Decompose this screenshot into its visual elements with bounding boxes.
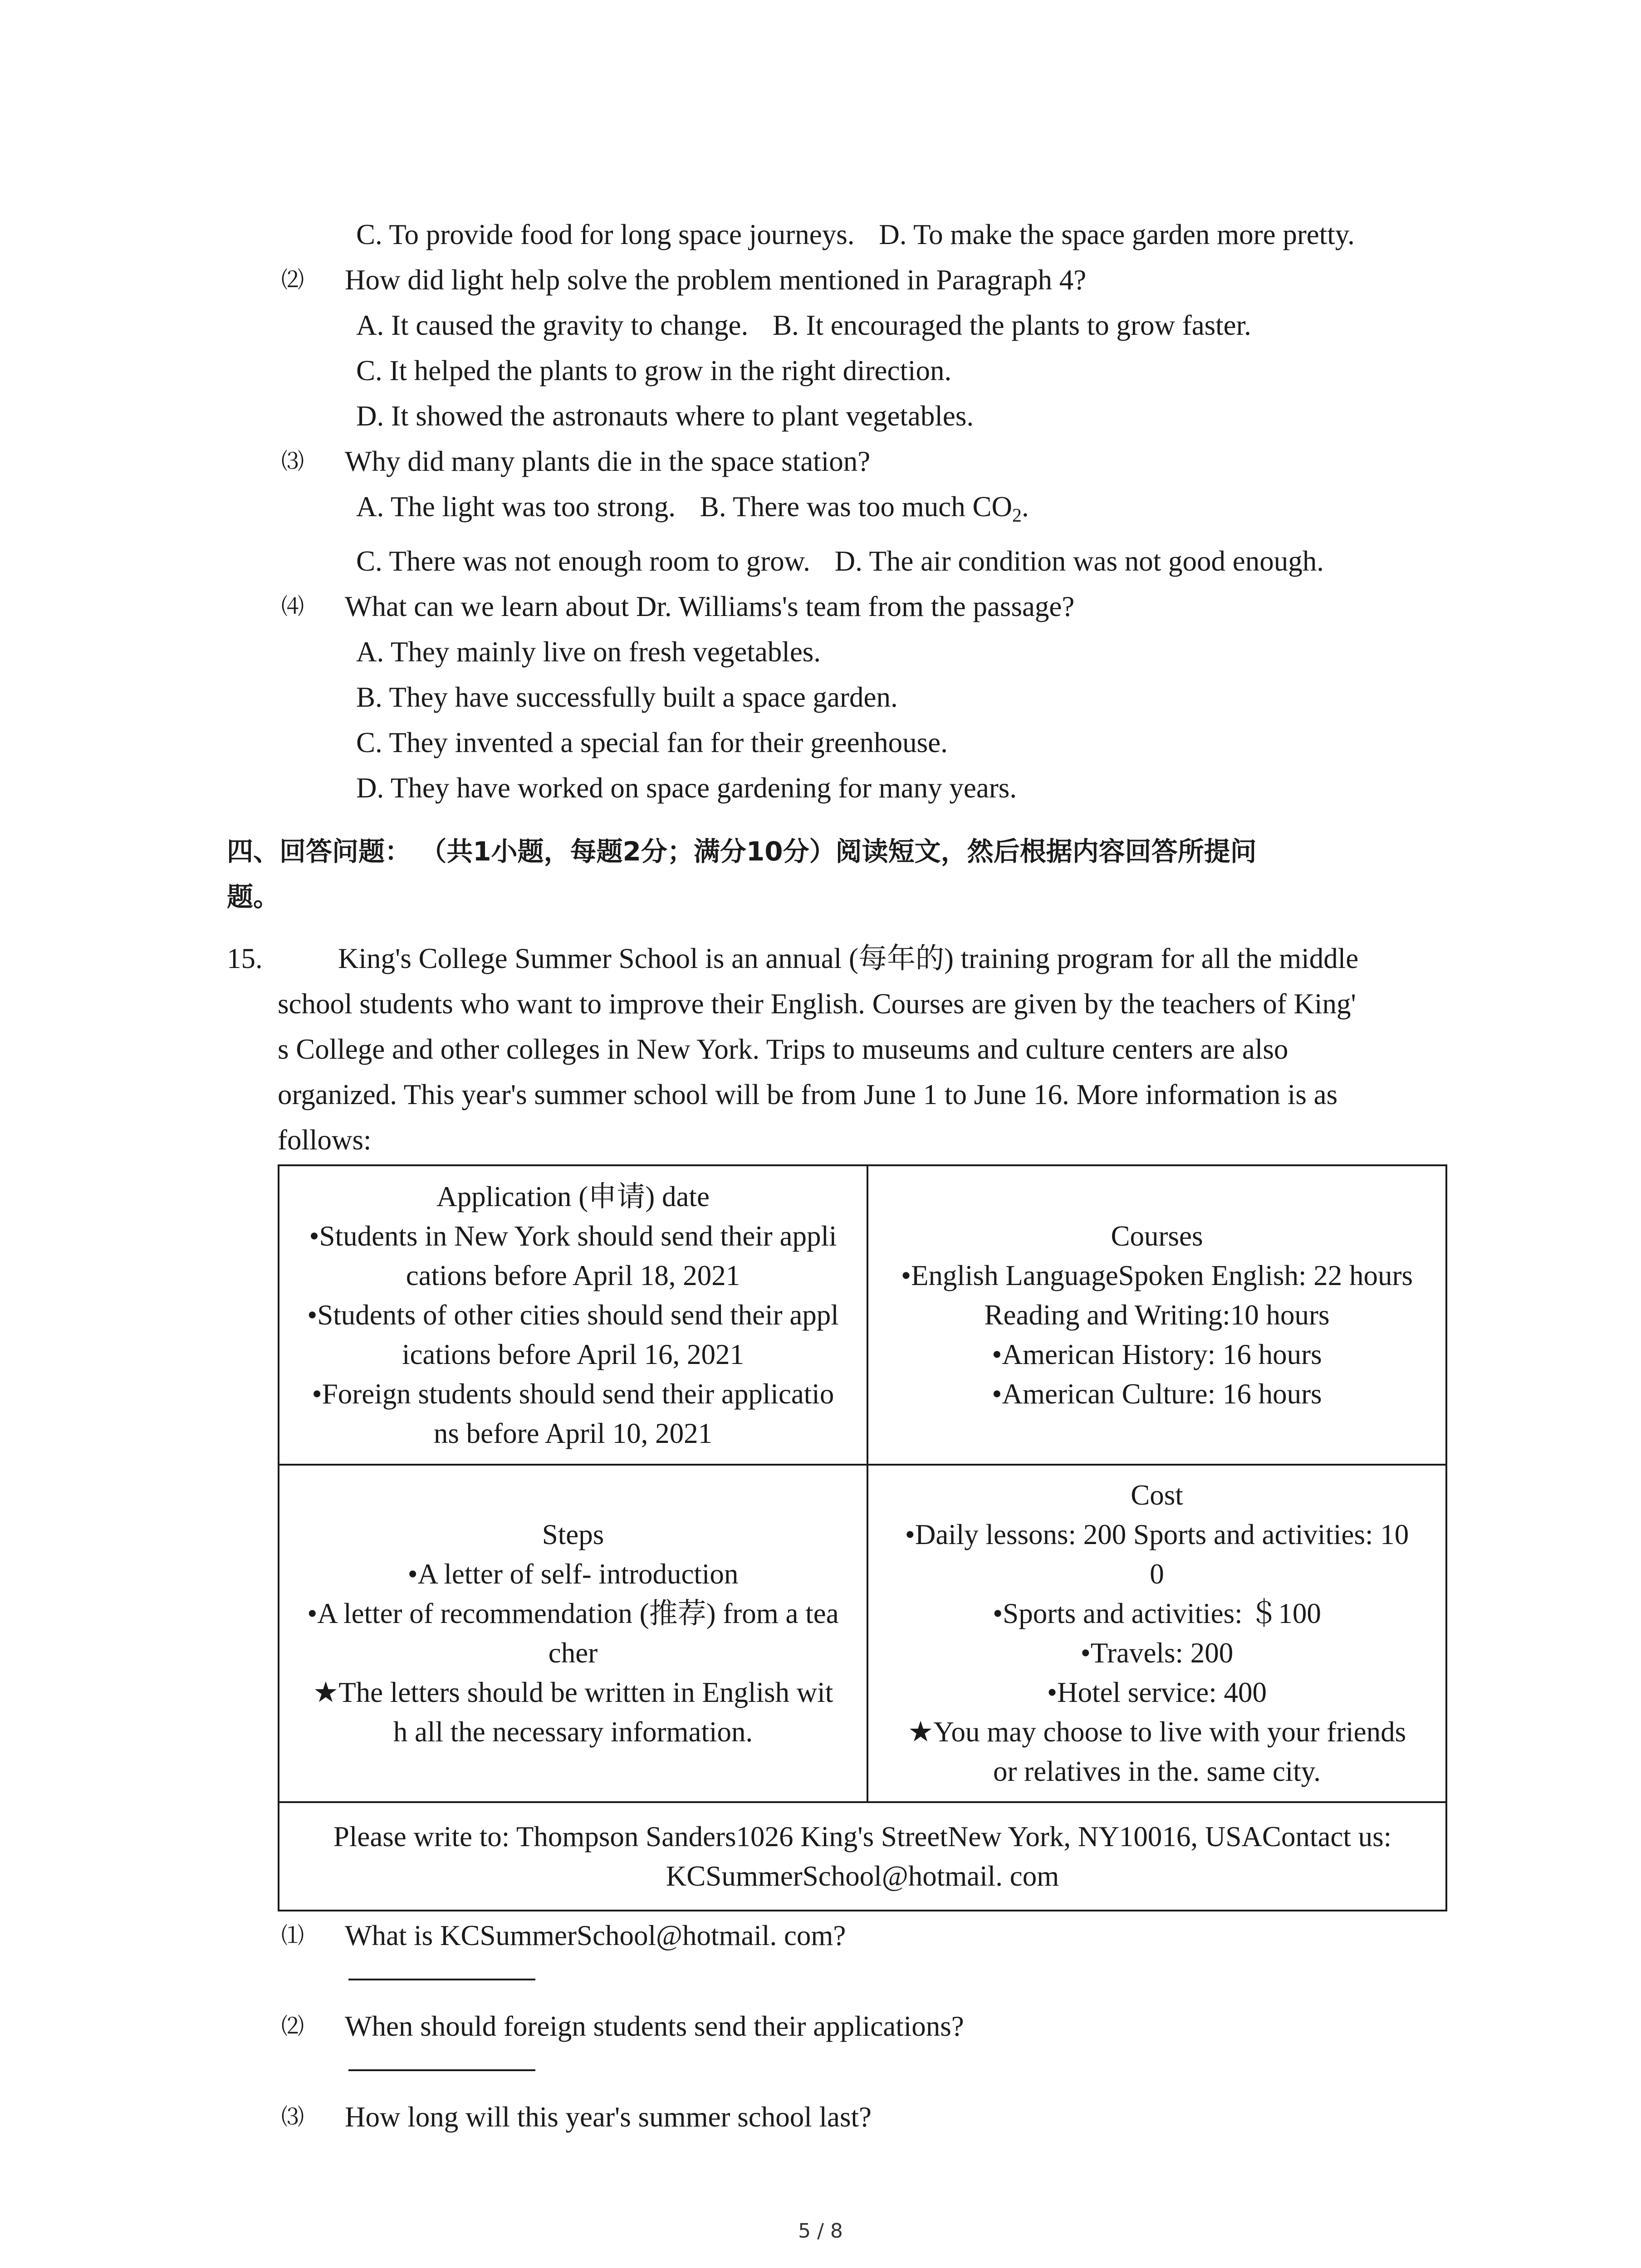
question-number: ⑷ (281, 594, 304, 619)
cell-line: •Sports and activities: ＄100 (993, 1598, 1321, 1629)
passage-line: organized. This year's summer school will be from June 1 to June 16. More information is as (278, 1079, 1338, 1110)
option-c: C. To provide food for long space journeys. (356, 219, 855, 250)
cell-line: •American History: 16 hours (992, 1338, 1322, 1370)
q14-1-options-cd (356, 216, 1355, 253)
cell-heading: Cost (1131, 1479, 1183, 1511)
cell-line: h all the necessary information. (393, 1716, 753, 1748)
option-c: C. There was not enough room to grow. (356, 545, 810, 577)
cell-line: •Daily lessons: 200 Sports and activities: 10 (905, 1519, 1409, 1550)
section-heading-cont: 题。 (227, 881, 280, 912)
option-d: D. The air condition was not good enough. (834, 545, 1324, 577)
cell-line: cher (548, 1637, 598, 1669)
cell-line: ns before April 10, 2021 (433, 1417, 713, 1449)
question-number: ⑴ (281, 1923, 304, 1948)
passage-line: s College and other colleges in New York. Trips to museums and culture centers are also (278, 1033, 1288, 1065)
option-b-end: . (1022, 491, 1029, 523)
option-a: A. They mainly live on fresh vegetables. (356, 636, 821, 668)
info-table (278, 1164, 1447, 1911)
option-d: D. It showed the astronauts where to plant vegetables. (356, 400, 974, 432)
options-cd (356, 543, 1324, 579)
passage-line: follows: (278, 1124, 372, 1156)
question-number: ⑵ (281, 267, 304, 293)
option-b (700, 491, 1029, 526)
passage-line: school students who want to improve their English. Courses are given by the teachers of King' (278, 988, 1356, 1020)
cell-line: •A letter of recommendation (推荐) from a tea (307, 1598, 839, 1629)
option-a: A. The light was too strong. (356, 491, 676, 523)
question-text: When should foreign students send their applications? (345, 2010, 964, 2042)
cell-line: ications before April 16, 2021 (402, 1338, 745, 1370)
subscript: 2 (1012, 505, 1022, 526)
option-b: B. It encouraged the plants to grow faster. (772, 309, 1251, 341)
question-text: How did light help solve the problem mentioned in Paragraph 4? (345, 264, 1087, 296)
option-c: C. They invented a special fan for their greenhouse. (356, 727, 948, 758)
cell-heading: Courses (1111, 1220, 1203, 1252)
question-text: What is KCSummerSchool@hotmail. com? (345, 1920, 846, 1951)
answer-blank[interactable] (348, 1979, 535, 1980)
option-d: D. To make the space garden more pretty. (879, 219, 1355, 250)
cell-heading: Application (申请) date (436, 1180, 710, 1212)
cell-line: •Hotel service: 400 (1047, 1677, 1267, 1708)
answer-blank[interactable] (348, 2069, 535, 2071)
question-text: What can we learn about Dr. Williams's team from the passage? (345, 591, 1075, 622)
passage-line: King's College Summer School is an annual (每年的) training program for all the middle (338, 943, 1359, 974)
cell-line: ★The letters should be written in English wit (313, 1677, 833, 1708)
option-b-text: B. There was too much CO (700, 491, 1013, 523)
option-d: D. They have worked on space gardening for many years. (356, 772, 1017, 804)
cell-line: Please write to: Thompson Sanders1026 King's StreetNew York, NY10016, USAContact us: (333, 1820, 1392, 1853)
question-number: ⑶ (281, 449, 304, 474)
cell-line: •Travels: 200 (1080, 1637, 1234, 1669)
cell-line: •Foreign students should send their applicatio (312, 1378, 834, 1410)
cell-line: or relatives in the. same city. (993, 1755, 1321, 1787)
cell-line: •American Culture: 16 hours (992, 1378, 1322, 1410)
cell-line: •English LanguageSpoken English: 22 hours (901, 1259, 1413, 1291)
contact-cell (279, 1802, 1446, 1911)
question-number: ⑵ (281, 2014, 304, 2039)
options-ab (356, 489, 1029, 534)
page-number: 5 / 8 (798, 2219, 843, 2243)
cell-line: Reading and Writing:10 hours (984, 1299, 1330, 1331)
question-number: ⑶ (281, 2104, 304, 2130)
courses-cell (867, 1165, 1446, 1465)
question-text: How long will this year's summer school last? (345, 2101, 872, 2133)
cell-line: KCSummerSchool@hotmail. com (666, 1860, 1059, 1892)
question-number: 15. (227, 943, 263, 974)
section-heading: 四、回答问题： （共1小题，每题2分；满分10分）阅读短文，然后根据内容回答所提问 (227, 836, 1257, 867)
cost-cell (867, 1465, 1446, 1802)
option-a: A. It caused the gravity to change. (356, 309, 749, 341)
cell-line: •Students in New York should send their appli (309, 1220, 837, 1252)
question-text: Why did many plants die in the space station? (345, 445, 871, 477)
cell-line: •Students of other cities should send their appl (307, 1299, 839, 1331)
application-cell (279, 1165, 867, 1465)
option-b: B. They have successfully built a space garden. (356, 681, 898, 713)
cell-line: •A letter of self- introduction (407, 1558, 739, 1590)
option-c: C. It helped the plants to grow in the right direction. (356, 355, 952, 386)
cell-line: cations before April 18, 2021 (406, 1259, 740, 1291)
cell-line: 0 (1150, 1558, 1164, 1590)
cell-line: ★You may choose to live with your friends (907, 1716, 1406, 1748)
options-ab (356, 307, 1251, 343)
steps-cell (279, 1465, 867, 1802)
cell-heading: Steps (542, 1519, 604, 1550)
